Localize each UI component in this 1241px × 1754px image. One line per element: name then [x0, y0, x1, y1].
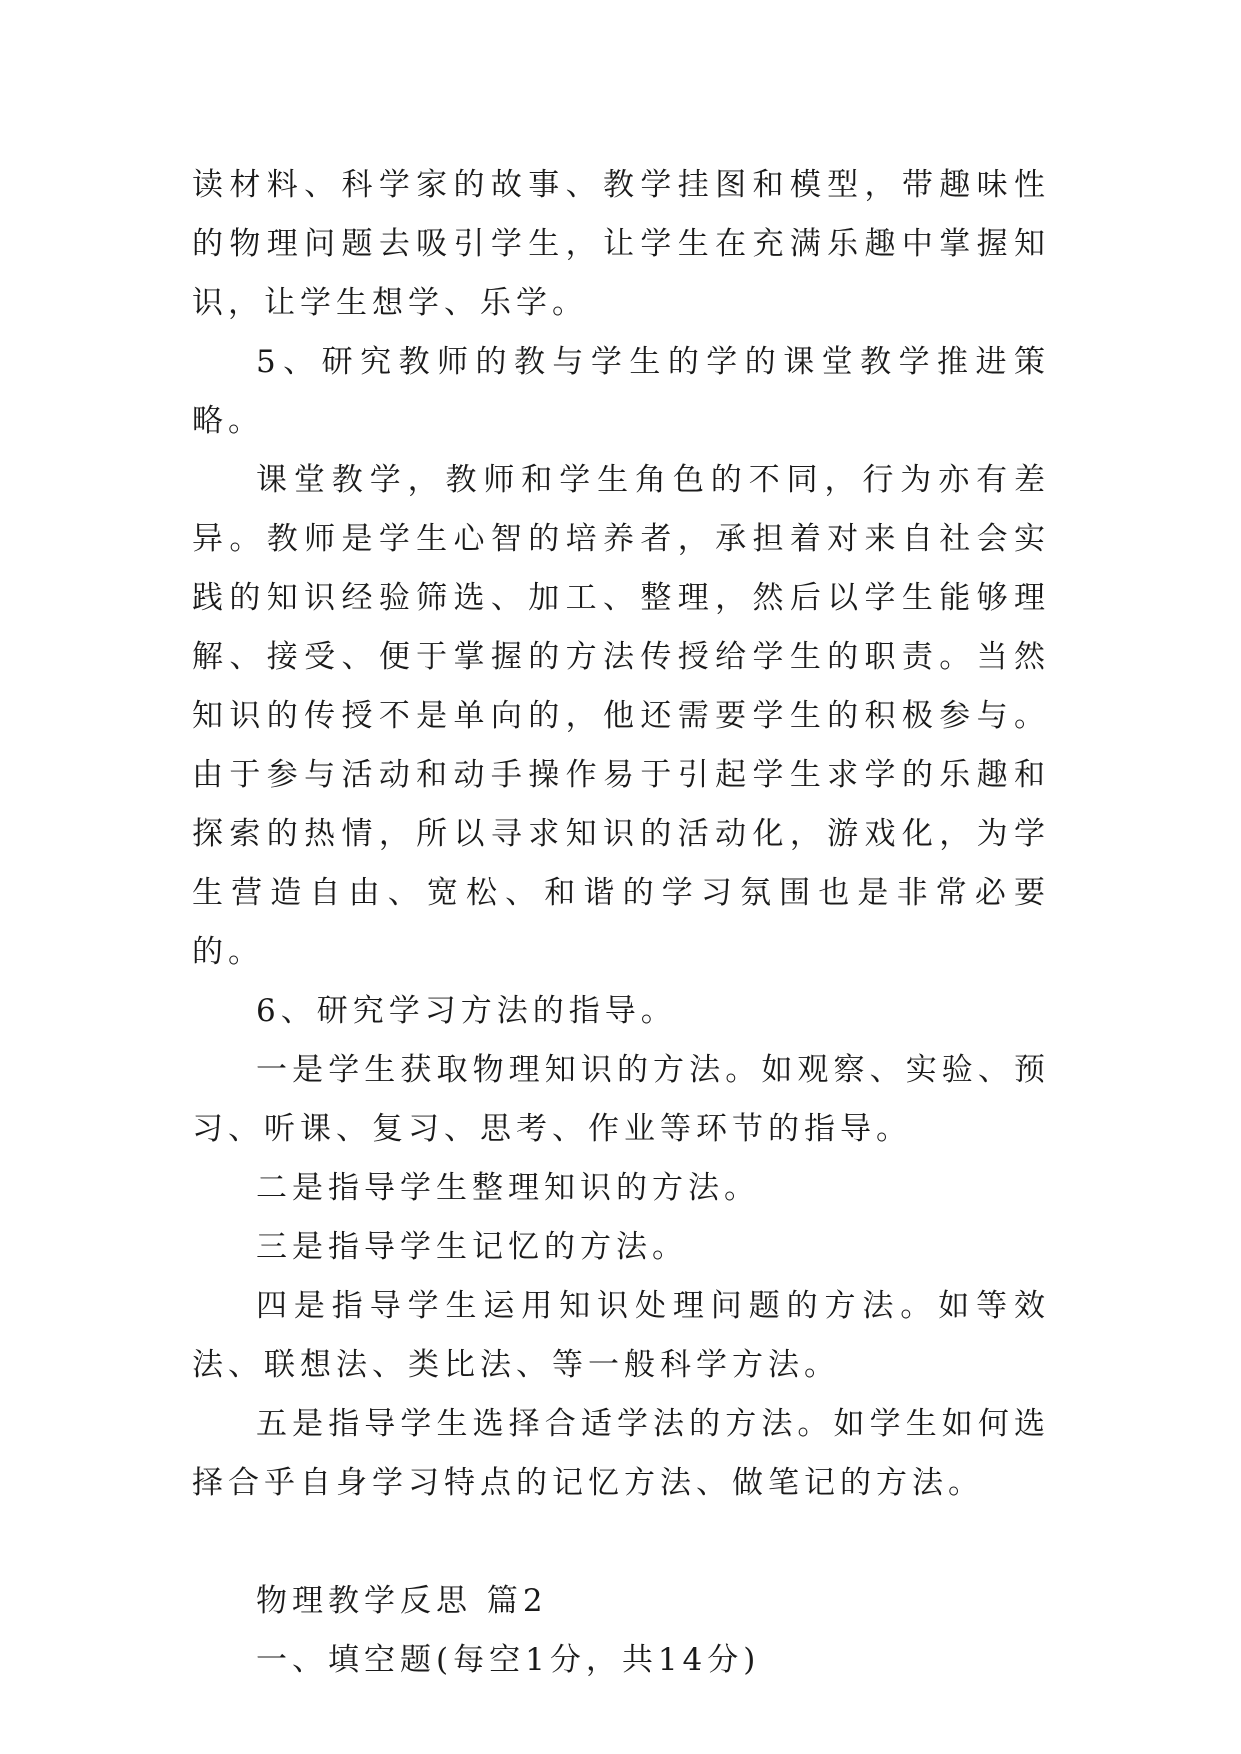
- paragraph: 一是学生获取物理知识的方法。如观察、实验、预习、听课、复习、思考、作业等环节的指导。: [192, 1052, 1050, 1147]
- paragraph: 课堂教学，教师和学生角色的不同，行为亦有差异。教师是学生心智的培养者，承担着对来自社会实践的知识经验筛选、加工、整理，然后以学生能够理解、接受、便于掌握的方法传授给学生的职责。当然知识的传授不是单向的，他还需要学生的积极参与。由于参与活动和动手操作易于引起学生求学的乐趣和探索的热情，所以寻求知识的活动化，游戏化，为学生营造自由、宽松、和谐的学习氛围也是非常必要的。: [192, 462, 1050, 970]
- question-heading: 一、填空题(每空1分，共14分): [256, 1642, 761, 1678]
- document-body: [192, 156, 1050, 1690]
- section-title: 物理教学反思 篇2: [256, 1583, 548, 1619]
- paragraph: 五是指导学生选择合适学法的方法。如学生如何选择合乎自身学习特点的记忆方法、做笔记的方法。: [192, 1406, 1050, 1501]
- paragraph: 二是指导学生整理知识的方法。: [256, 1170, 760, 1206]
- paragraph: 三是指导学生记忆的方法。: [256, 1229, 688, 1265]
- paragraph-heading-5: 5、研究教师的教与学生的学的课堂教学推进策略。: [192, 344, 1050, 439]
- paragraph: 读材料、科学家的故事、教学挂图和模型，带趣味性的物理问题去吸引学生，让学生在充满乐趣中掌握知识，让学生想学、乐学。: [192, 167, 1050, 321]
- section-spacer: [192, 1513, 1050, 1572]
- paragraph: 四是指导学生运用知识处理问题的方法。如等效法、联想法、类比法、等一般科学方法。: [192, 1288, 1050, 1383]
- paragraph-heading-6: 6、研究学习方法的指导。: [256, 993, 677, 1029]
